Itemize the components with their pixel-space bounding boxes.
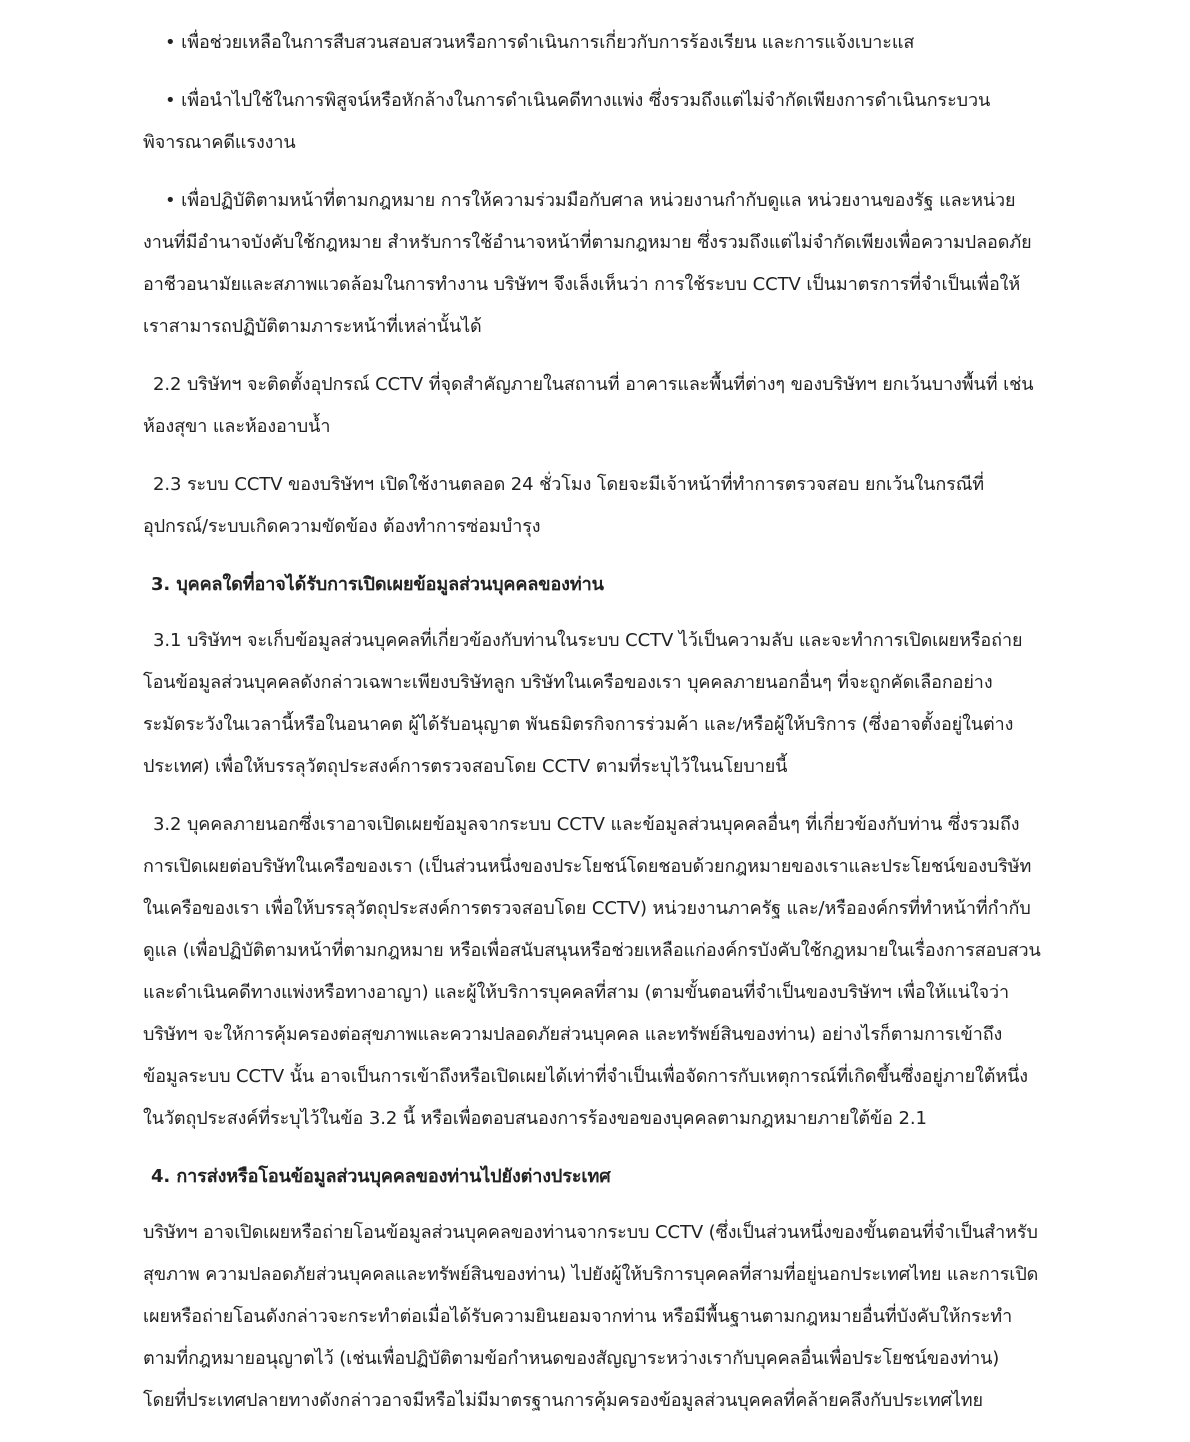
section-4-body: บริษัทฯ อาจเปิดเผยหรือถ่ายโอนข้อมูลส่วนบุคคลของท่านจากระบบ CCTV (ซึ่งเป็นส่วนหนึ่งของขั้นตอนที่จำเป็นสำหรับสุขภาพ ความปลอดภัยส่วนบุคคลและทรัพย์สินของท่าน) ไปยังผู้ให้บริการบุคคลที่สามที่อยู่นอกประเทศไทย และการเปิดเผยหรือถ่ายโอนดังกล่าวจะกระทำต่อเมื่อได้รับความยินยอมจากท่าน หรือมีพื้นฐานตามกฎหมายอื่นที่บังคับให้กระทำตามที่กฎหมายอนุญาตไว้ (เช่นเพื่อปฏิบัติตามข้อกำหนดของสัญญาระหว่างเรากับบุคคลอื่นเพื่อประโยชน์ของท่าน) โดยที่ประเทศปลายทางดังกล่าวอาจมีหรือไม่มีมาตรฐานการคุ้มครองข้อมูลส่วนบุคคลที่คล้ายคลึงกับประเทศไทย bbox=[143, 1222, 1039, 1411]
clause-2-3: 2.3 ระบบ CCTV ของบริษัทฯ เปิดใช้งานตลอด 24 ชั่วโมง โดยจะมีเจ้าหน้าที่ทำการตรวจสอบ ยกเว้นในกรณีที่อุปกรณ์/ระบบเกิดความขัดข้อง ต้องทำการซ่อมบำรุง bbox=[143, 474, 985, 537]
policy-document bbox=[143, 22, 1045, 1438]
bullet-civil-proceedings: • เพื่อนำไปใช้ในการพิสูจน์หรือหักล้างในการดำเนินคดีทางแพ่ง ซึ่งรวมถึงแต่ไม่จำกัดเพียงการดำเนินกระบวนพิจารณาคดีแรงงาน bbox=[143, 90, 991, 153]
section-4-heading: 4. การส่งหรือโอนข้อมูลส่วนบุคคลของท่านไปยังต่างประเทศ bbox=[151, 1166, 611, 1187]
clause-3-2: 3.2 บุคคลภายนอกซึ่งเราอาจเปิดเผยข้อมูลจากระบบ CCTV และข้อมูลส่วนบุคคลอื่นๆ ที่เกี่ยวข้องกับท่าน ซึ่งรวมถึงการเปิดเผยต่อบริษัทในเครือของเรา (เป็นส่วนหนึ่งของประโยชน์โดยชอบด้วยกฎหมายของเราและประโยชน์ของบริษัทในเครือของเรา เพื่อให้บรรลุวัตถุประสงค์การตรวจสอบโดย CCTV) หน่วยงานภาครัฐ และ/หรือองค์กรที่ทำหน้าที่กำกับดูแล (เพื่อปฏิบัติตามหน้าที่ตามกฎหมาย หรือเพื่อสนับสนุนหรือช่วยเหลือแก่องค์กรบังคับใช้กฎหมายในเรื่องการสอบสวนและดำเนินคดีทางแพ่งหรือทางอาญา) และผู้ให้บริการบุคคลที่สาม (ตามขั้นตอนที่จำเป็นของบริษัทฯ เพื่อให้แน่ใจว่า บริษัทฯ จะให้การคุ้มครองต่อสุขภาพและความปลอดภัยส่วนบุคคล และทรัพย์สินของท่าน) อย่างไรก็ตามการเข้าถึงข้อมูลระบบ CCTV นั้น อาจเป็นการเข้าถึงหรือเปิดเผยได้เท่าที่จำเป็นเพื่อจัดการกับเหตุการณ์ที่เกิดขึ้นซึ่งอยู่ภายใต้หนึ่งในวัตถุประสงค์ที่ระบุไว้ในข้อ 3.2 นี้ หรือเพื่อตอบสนองการร้องขอของบุคคลตามกฎหมายภายใต้ข้อ 2.1 bbox=[143, 814, 1041, 1129]
section-3-heading: 3. บุคคลใดที่อาจได้รับการเปิดเผยข้อมูลส่วนบุคคลของท่าน bbox=[151, 574, 604, 595]
bullet-investigation: • เพื่อช่วยเหลือในการสืบสวนสอบสวนหรือการดำเนินการเกี่ยวกับการร้องเรียน และการแจ้งเบาะแส bbox=[165, 32, 915, 53]
clause-2-2: 2.2 บริษัทฯ จะติดตั้งอุปกรณ์ CCTV ที่จุดสำคัญภายในสถานที่ อาคารและพื้นที่ต่างๆ ของบริษัทฯ ยกเว้นบางพื้นที่ เช่น ห้องสุขา และห้องอาบน้ำ bbox=[143, 374, 1034, 437]
clause-3-1: 3.1 บริษัทฯ จะเก็บข้อมูลส่วนบุคคลที่เกี่ยวข้องกับท่านในระบบ CCTV ไว้เป็นความลับ และจะทำการเปิดเผยหรือถ่ายโอนข้อมูลส่วนบุคคลดังกล่าวเฉพาะเพียงบริษัทลูก บริษัทในเครือของเรา บุคคลภายนอกอื่นๆ ที่จะถูกคัดเลือกอย่างระมัดระวังในเวลานี้หรือในอนาคต ผู้ได้รับอนุญาต พันธมิตรกิจการร่วมค้า และ/หรือผู้ให้บริการ (ซึ่งอาจตั้งอยู่ในต่างประเทศ) เพื่อให้บรรลุวัตถุประสงค์การตรวจสอบโดย CCTV ตามที่ระบุไว้ในนโยบายนี้ bbox=[143, 630, 1023, 777]
bullet-legal-duties: • เพื่อปฏิบัติตามหน้าที่ตามกฎหมาย การให้ความร่วมมือกับศาล หน่วยงานกำกับดูแล หน่วยงานของรัฐ และหน่วยงานที่มีอำนาจบังคับใช้กฎหมาย สำหรับการใช้อำนาจหน้าที่ตามกฎหมาย ซึ่งรวมถึงแต่ไม่จำกัดเพียงเพื่อความปลอดภัย อาชีวอนามัยและสภาพแวดล้อมในการทำงาน บริษัทฯ จึงเล็งเห็นว่า การใช้ระบบ CCTV เป็นมาตรการที่จำเป็นเพื่อให้เราสามารถปฏิบัติตามภาระหน้าที่เหล่านั้นได้ bbox=[143, 190, 1032, 337]
